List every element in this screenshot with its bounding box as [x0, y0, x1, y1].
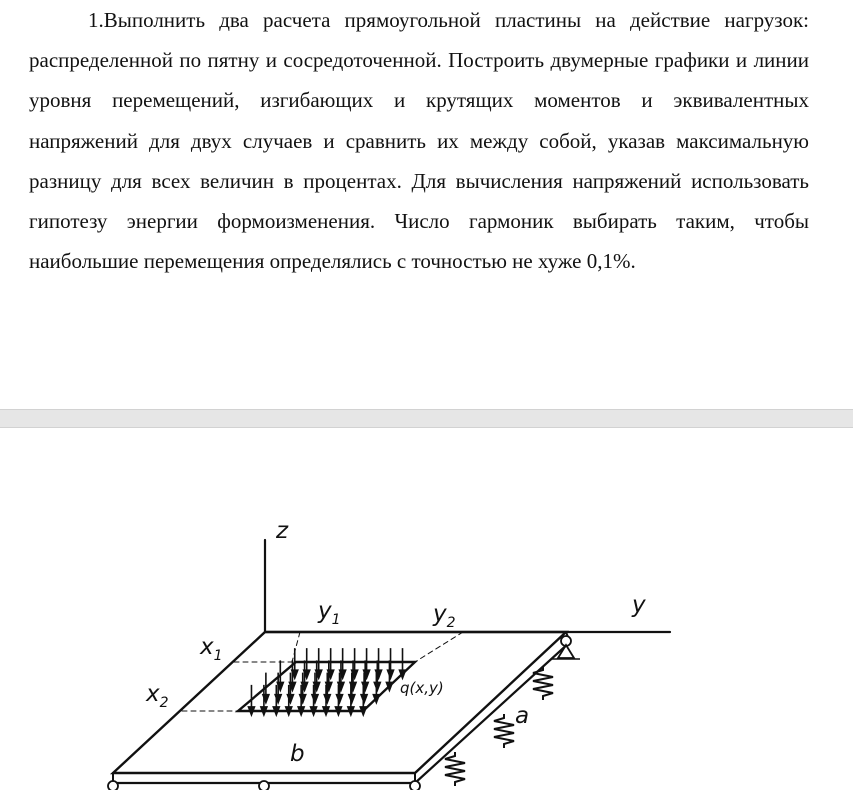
projection-line-y2: [415, 632, 463, 662]
y-axis-label: y: [632, 592, 646, 618]
load-arrow-head: [273, 707, 279, 715]
pin-support-icon: [410, 781, 420, 790]
load-arrow-head: [324, 695, 330, 703]
pin-support-icon: [108, 781, 118, 790]
load-label: q(x,y): [400, 679, 444, 697]
load-arrow-head: [286, 707, 292, 715]
x2-label: $x_2$: [146, 681, 169, 711]
a-dimension-label: a: [515, 703, 530, 729]
load-arrow-head: [311, 707, 317, 715]
z-axis-label: z: [276, 518, 289, 544]
b-dimension-label: b: [290, 741, 305, 767]
plate-diagram: [0, 428, 853, 790]
load-arrow-head: [323, 707, 329, 715]
spring-icon: [445, 752, 465, 786]
load-arrow-head: [337, 695, 343, 703]
spring-icon: [533, 666, 553, 700]
y2-label: $y_2$: [433, 601, 456, 631]
load-arrow-head: [349, 695, 355, 703]
plate-right-bottom-edge: [415, 642, 570, 783]
y1-label: $y_1$: [318, 598, 341, 628]
load-arrow-head: [374, 682, 380, 690]
spring-icon: [494, 714, 514, 748]
load-arrow-head: [248, 707, 254, 715]
page-break-separator: [0, 409, 853, 428]
x1-label: $x_1$: [200, 634, 223, 664]
load-arrow-head: [348, 707, 354, 715]
task-paragraph: 1.Выполнить два расчета прямоугольной пластины на действие нагрузок: распределенной по пятну и сосредоточенной. Построить двумерные графики и линии уровня перемещений, изгибающих и крутящих моментов и эквивалентных напряжений для двух случаев и сравнить их между собой, указав максимальную разницу для всех величин в процентах. Для вычисления напряжений использовать гипотезу энергии формоизменения. Число гармоник выбирать таким, чтобы наибольшие перемещения определялись с точностью не хуже 0,1%.: [29, 8, 809, 274]
load-arrow-head: [388, 670, 394, 678]
load-arrow-head: [261, 707, 267, 715]
projection-line-y1: [292, 632, 300, 662]
load-arrow-head: [360, 707, 366, 715]
pin-support-icon: [259, 781, 269, 790]
load-arrow-head: [298, 707, 304, 715]
load-arrow-head: [335, 707, 341, 715]
